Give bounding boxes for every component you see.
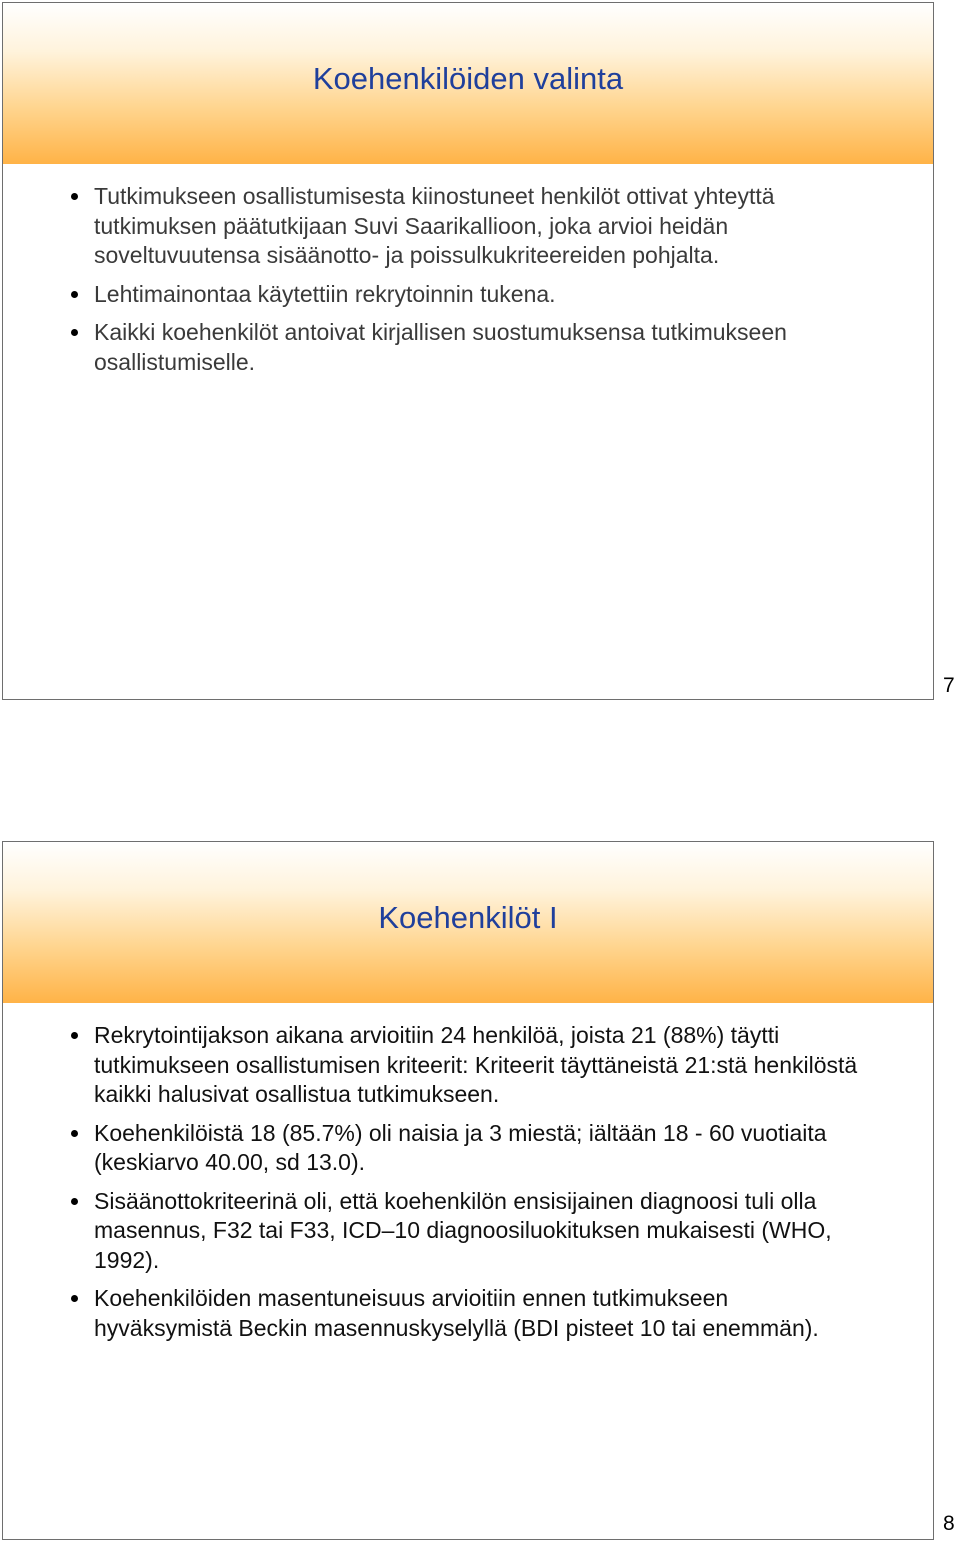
bullet-dot-icon [71,1295,78,1302]
slide-1-title: Koehenkilöiden valinta [312,61,624,96]
slide-2-bullet-1 [71,1021,871,1110]
bullet-text: Lehtimainontaa käytettiin rekrytoinnin tukena. [94,280,556,307]
slide-2-bullet-list [71,1021,871,1352]
bullet-text: Koehenkilöiden masentuneisuus arvioitiin ennen tutkimukseen hyväksymistä Beckin masennuskyselyllä (BDI pisteet 10 tai enemmän). [94,1285,819,1341]
slide-2-bullet-2 [71,1119,871,1178]
bullet-dot-icon [71,1032,78,1039]
slide-2-title: Koehenkilöt I [378,900,558,935]
slide-1-header [3,3,933,164]
bullet-dot-icon [71,329,78,336]
slide-1-bullet-list [71,182,871,386]
bullet-text: Sisäänottokriteerinä oli, että koehenkilön ensisijainen diagnoosi tuli olla masennus, F32 tai F33, ICD–10 diagnoosiluokituksen mukaisesti (WHO, 1992). [94,1187,832,1273]
bullet-text: Kaikki koehenkilöt antoivat kirjallisen suostumuksensa tutkimukseen osallistumiselle. [94,319,787,375]
bullet-text: Tutkimukseen osallistumisesta kiinostuneet henkilöt ottivat yhteyttä tutkimuksen päätutkijaan Suvi Saarikallioon, joka arvioi heidän soveltuvuutensa sisäänotto- ja poissulkukriteereiden pohjalta. [94,183,775,268]
bullet-dot-icon [71,291,78,298]
slide-2-header [3,842,933,1003]
page-number-2: 8 [943,1512,955,1535]
bullet-dot-icon [71,193,78,200]
slide-2-bullet-3 [71,1187,871,1276]
bullet-dot-icon [71,1198,78,1205]
slide-2-bullet-4 [71,1284,871,1343]
slide-1-bullet-1 [71,182,871,271]
bullet-text: Koehenkilöistä 18 (85.7%) oli naisia ja 3 miestä; iältään 18 - 60 vuotiaita (keskiarvo 40.00, sd 13.0). [94,1119,827,1175]
slide-1-bullet-2 [71,280,871,310]
slide-1-bullet-3 [71,318,871,377]
page-number-1: 7 [943,674,955,697]
slide-2 [2,841,934,1540]
bullet-dot-icon [71,1130,78,1137]
slide-1 [2,2,934,700]
bullet-text: Rekrytointijakson aikana arvioitiin 24 henkilöä, joista 21 (88%) täytti tutkimukseen osallistumisen kriteerit: Kriteerit täyttäneistä 21:stä henkilöstä kaikki halusivat osallistua tutkimukseen. [94,1022,858,1107]
